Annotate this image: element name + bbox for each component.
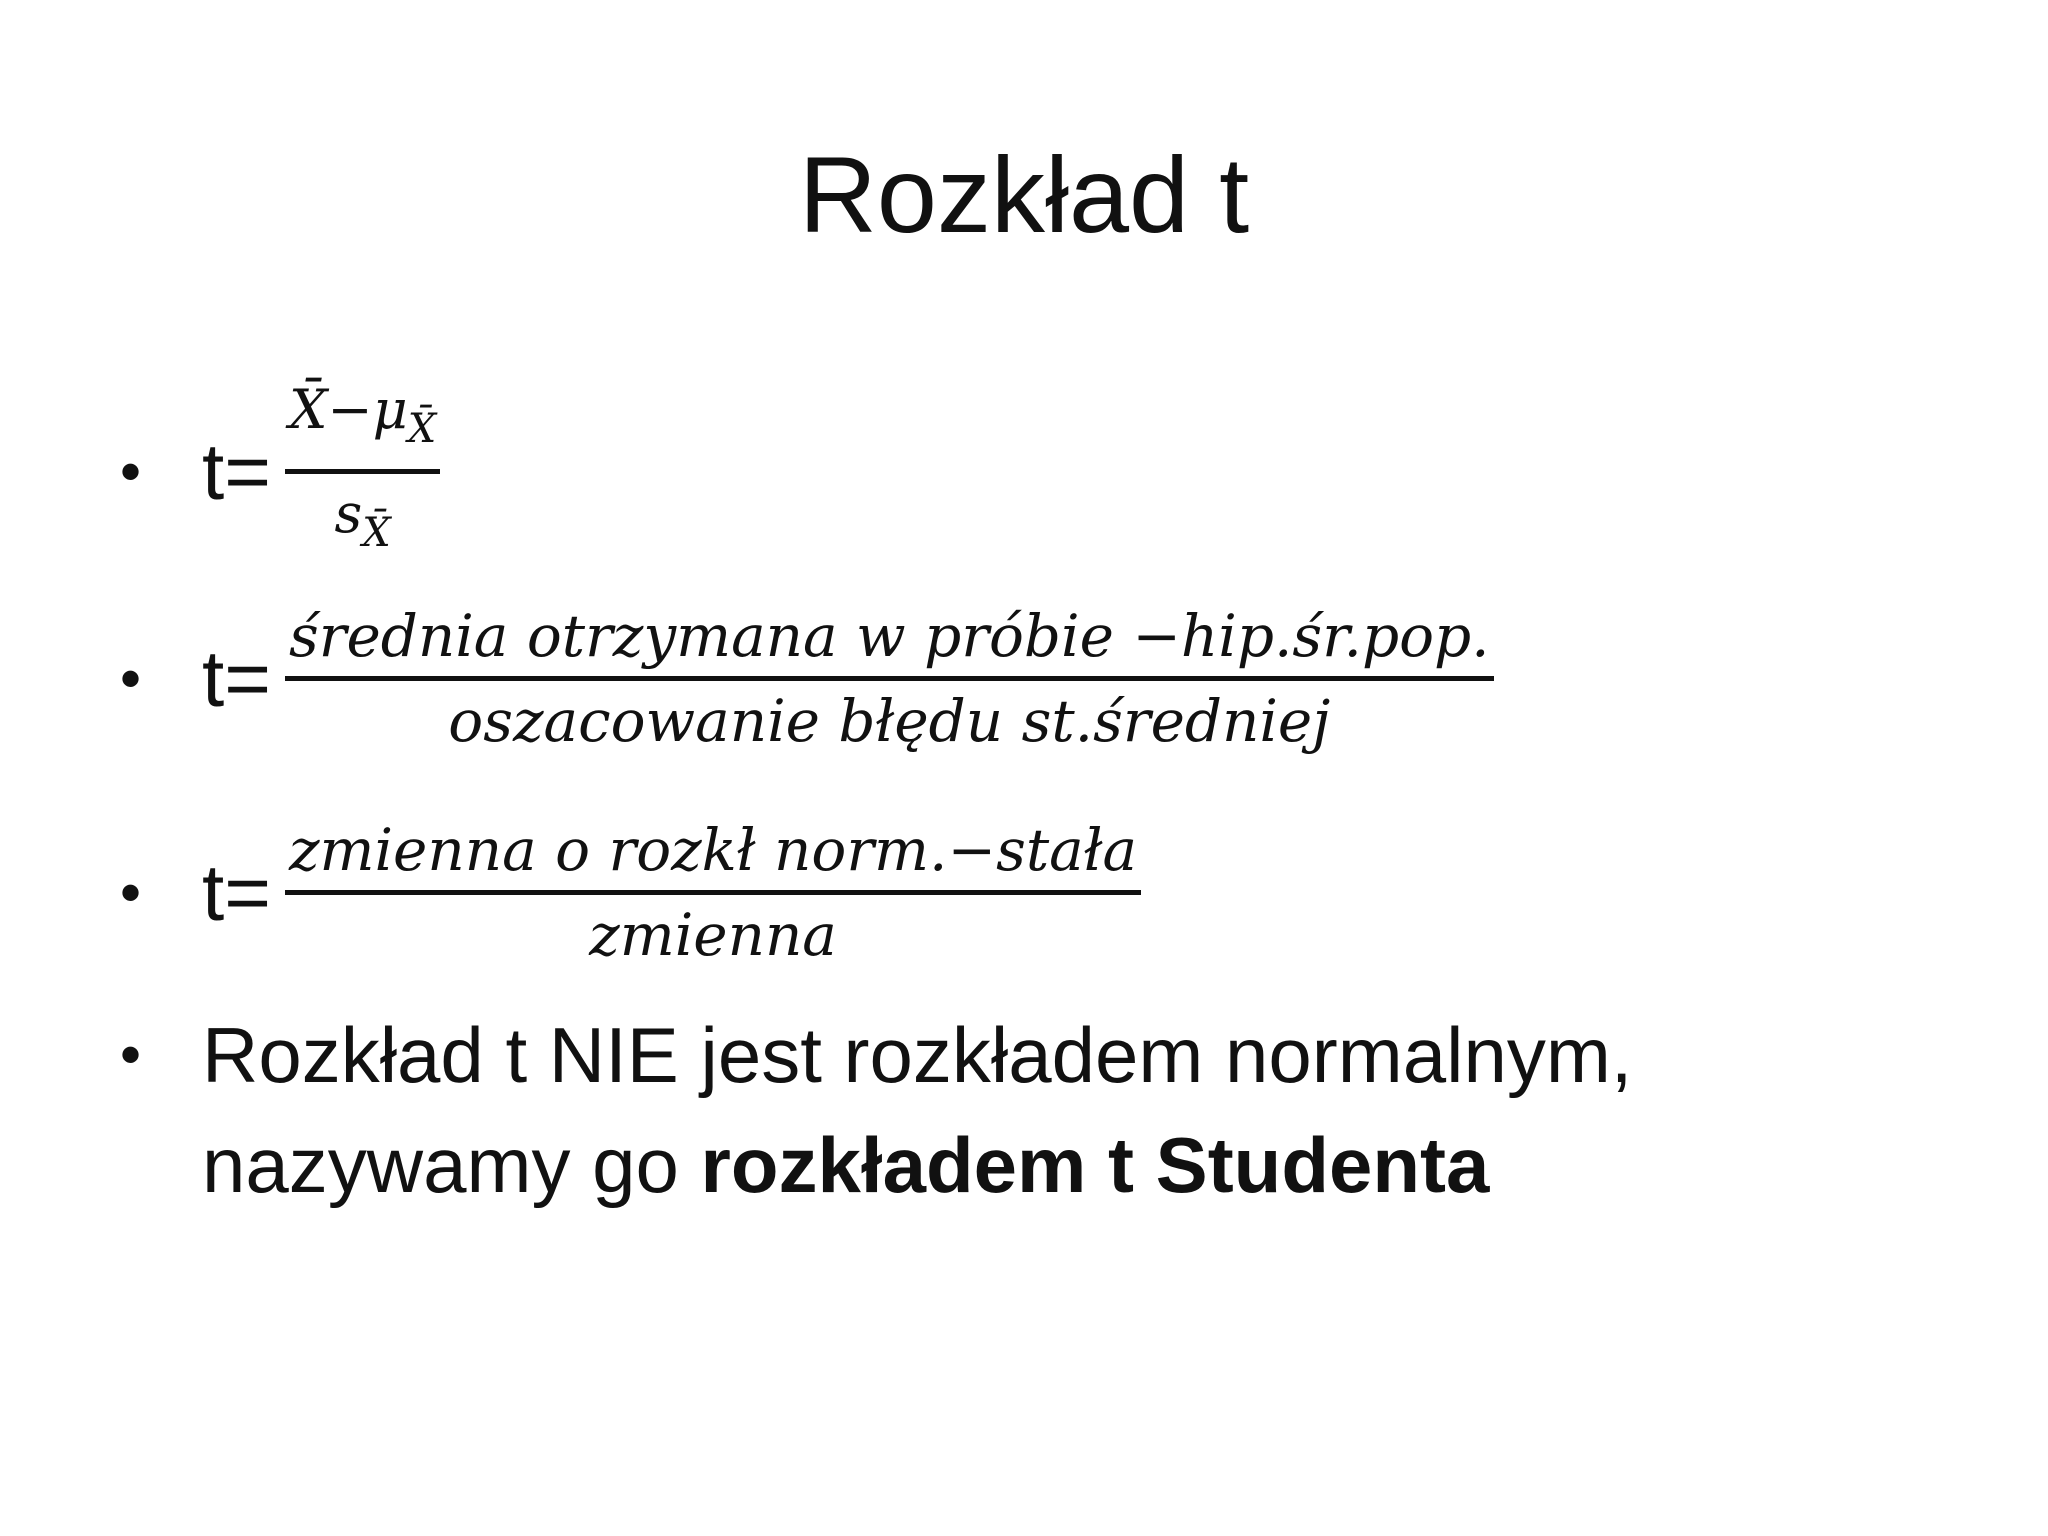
- bullet-marker: •: [120, 437, 142, 505]
- paragraph-line-1: Rozkład t NIE jest rozkładem normalnym,: [202, 1011, 1633, 1099]
- bullet-marker: •: [120, 858, 142, 926]
- fraction-denominator: zmienna: [589, 901, 837, 969]
- fraction: [285, 810, 1141, 975]
- bullet-marker: •: [120, 1021, 142, 1088]
- bullet-paragraph: [202, 1000, 1802, 1220]
- paragraph-bold-term: rozkładem t Studenta: [700, 1121, 1490, 1209]
- formula-lhs: t=: [202, 426, 271, 516]
- slide-title: Rozkład t: [798, 134, 1250, 255]
- fraction-numerator: [285, 370, 440, 469]
- fraction-denominator: [330, 474, 394, 573]
- denominator-main: s: [334, 482, 363, 545]
- formula-lhs: t=: [202, 847, 271, 937]
- formula-bullet-2: [120, 596, 1494, 761]
- bullet-marker: •: [120, 644, 142, 712]
- text-bullet: [120, 1000, 1802, 1220]
- fraction-denominator: oszacowanie błędu st.średniej: [448, 687, 1331, 755]
- denominator-subscript: X̄: [362, 510, 391, 556]
- formula-bullet-1: [120, 370, 440, 573]
- fraction-numerator: średnia otrzymana w próbie −hip.śr.pop.: [288, 602, 1490, 670]
- numerator-subscript: X̄: [407, 406, 437, 452]
- formula-bullet-3: [120, 810, 1141, 975]
- paragraph-line-2-prefix: nazywamy go: [202, 1121, 701, 1209]
- fraction: [285, 596, 1494, 761]
- fraction-numerator: zmienna o rozkł norm.−stała: [288, 816, 1138, 884]
- formula-lhs: t=: [202, 633, 271, 723]
- numerator-main: X̄−μ: [288, 378, 408, 441]
- fraction: [285, 370, 440, 573]
